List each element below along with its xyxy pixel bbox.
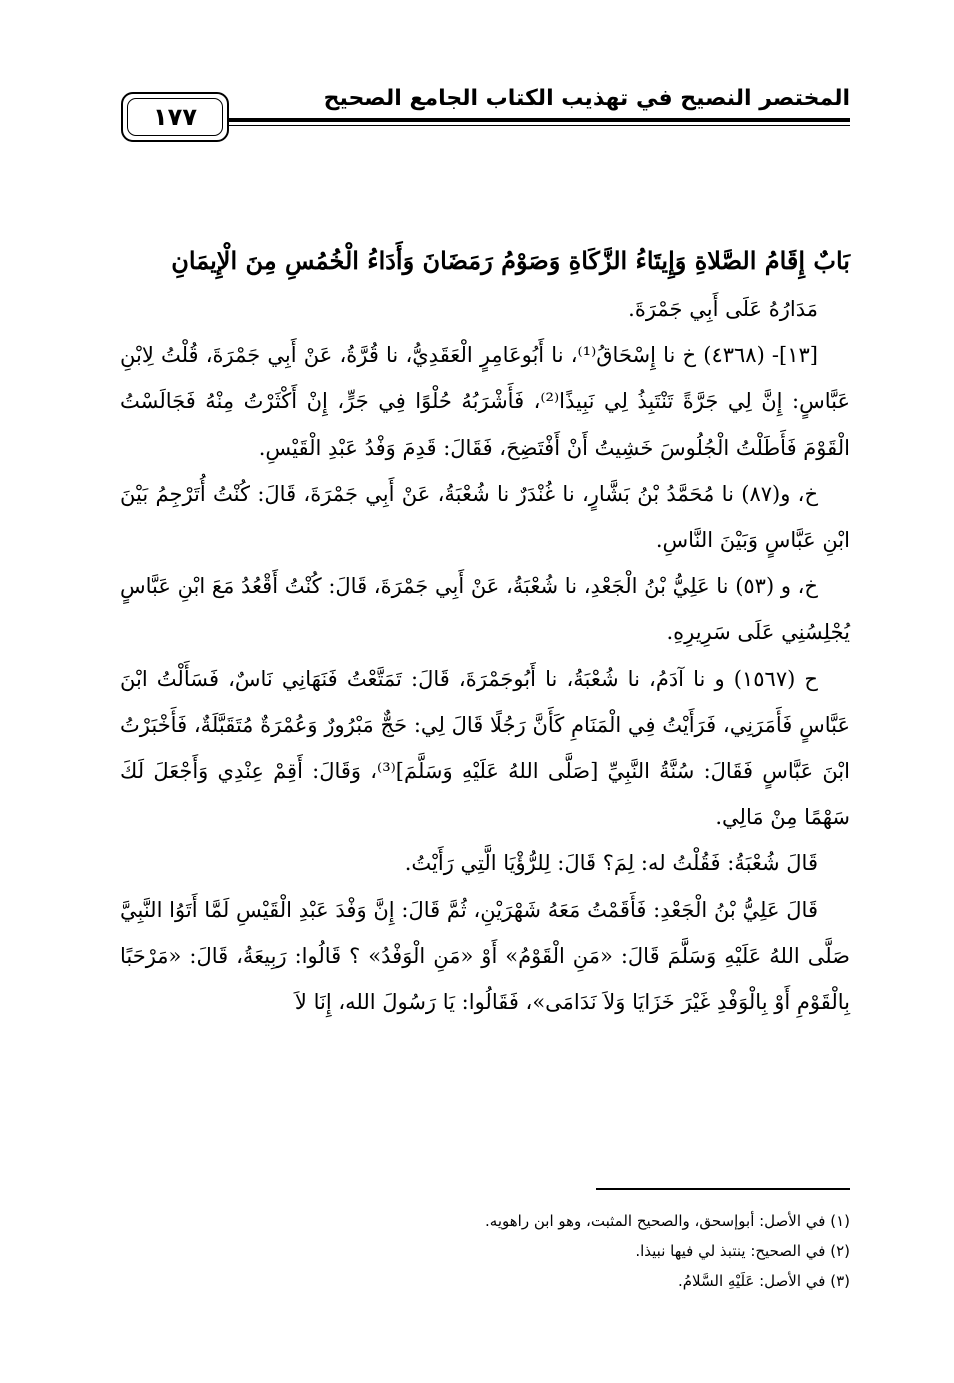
footnote-2: (٢) في الصحيح: ينتبذ لي فيها نبيذا.: [635, 1242, 850, 1260]
header-rule-thin: [229, 125, 850, 126]
page-number: ١٧٧: [153, 103, 197, 131]
footnote-separator: [596, 1188, 850, 1190]
paragraph-isnad-summary: مَدَارُهُ عَلَى أَبِي جَمْرَةَ.: [628, 297, 818, 321]
footnote-3: (٣) في الأصل: عَلَيْهِ السَّلامُ.: [677, 1272, 850, 1290]
main-text: [120, 236, 850, 1025]
paragraph-hadith-1567: ح (١٥٦٧) و نا آدَمُ، نا شُعْبَةُ، نا أَبُوجَمْرَةَ، قَالَ: تَمَتَّعْتُ فَنَهَانِي نَاسٌ، فَسَأَلْتُ ابْنَ عَبَّاسٍ فَأَمَرَنِي، فَرَأَيْتُ فِي الْمَنَامِ كَأَنَّ رَجُلًا قَالَ لِي: حَجٌّ مَبْرُورٌ وَعُمْرَةٌ مُتَقَبَّلَةٌ، فَأَخْبَرْتُ ابْنَ عَبَّاسٍ فَقَالَ: سُنَّةُ النَّبِيِّ [صَلَّى اللهُ عَلَيْهِ وَسَلَّمَ]⁽³⁾، وَقَالَ: أَقِمْ عِنْدِي وَأَجْعَلَ لَكَ سَهْمًا مِنْ مَالِي.: [120, 666, 850, 830]
running-title: المختصر النصيح في تهذيب الكتاب الجامع الصحيح: [323, 86, 850, 111]
paragraph-shuba-question: قَالَ شُعْبَةُ: فَقُلْتُ له: لِمَ؟ قَالَ: لِلرُّؤْيَا الَّتِي رَأَيْتُ.: [404, 851, 818, 876]
chapter-title: بَابٌ إِقَامُ الصَّلاةِ وَإِيتَاءُ الزَّكَاةِ وَصَوْمُ رَمَضَانَ وَأَدَاءُ الْخُمُسِ مِنَ الْإِيمَانِ: [171, 246, 850, 275]
paragraph-hadith-87: خ، و(٨٧) نا مُحَمَّدُ بْنُ بَشَّارٍ، نا غُنْدَرٌ نا شُعْبَةُ، عَنْ أَبِي جَمْرَةَ، قَالَ: كُنْتُ أُتَرْجِمُ بَيْنَ ابْنِ عَبَّاسٍ وَبَيْنَ النَّاسِ.: [120, 481, 850, 553]
page-number-frame: [121, 92, 229, 142]
header-rule-thick: [229, 118, 850, 122]
paragraph-hadith-13: [١٣]- (٤٣٦٨) خ نا إِسْحَاقُ⁽¹⁾، نا أَبُوعَامِرٍ الْعَقَدِيُّ، نا قُرَّةُ، عَنْ أَبِي جَمْرَةَ، قُلْتُ لِابْنِ عَبَّاسٍ: إِنَّ لِي جَرَّةً تَنْتَبِذُ لِي نَبِيذًا⁽²⁾، فَأَشْرَبُهُ حُلْوًا فِي جَرٍّ، إِنْ أَكْثَرْتُ مِنْهُ فَجَالَسْتُ الْقَوْمَ فَأَطَلْتُ الْجُلُوسَ خَشِيتُ أَنْ أَفْتَضِحَ، فَقَالَ: قَدِمَ وَفْدُ عَبْدِ الْقَيْسِ.: [120, 343, 850, 460]
footnotes: [300, 1206, 850, 1296]
paragraph-ali-ibn-jad: قَالَ عَلِيُّ بْنُ الْجَعْدِ: فَأَقَمْتُ مَعَهُ شَهْرَيْنِ، ثُمَّ قَالَ: إِنَّ وَفْدَ عَبْدِ الْقَيْسِ لَمَّا أَتَوُا النَّبِيَّ صَلَّى اللهُ عَلَيْهِ وَسَلَّمَ قَالَ: «مَنِ الْقَوْمُ» أَوْ «مَنِ الْوَفْدُ» ؟ قَالُوا: رَبِيعَةُ، قَالَ: «مَرْحَبًا بِالْقَوْمِ أَوْ بِالْوَفْدِ غَيْرَ خَزَايَا وَلاَ نَدَامَى»، فَقَالُوا: يَا رَسُولَ الله، إِنَا لاَ: [120, 897, 850, 1015]
paragraph-hadith-53: خ، و (٥٣) نا عَلِيُّ بْنُ الْجَعْدِ، نا شُعْبَةُ، عَنْ أَبِي جَمْرَةَ، قَالَ: كُنْتُ أَقْعُدُ مَعَ ابْنِ عَبَّاسٍ يُجْلِسُنِي عَلَى سَرِيرِهِ.: [120, 574, 850, 645]
footnote-1: (١) في الأصل: أبوإسحق، والصحيح المثبت، وهو ابن راهويه.: [485, 1212, 850, 1230]
running-header: [115, 84, 850, 148]
